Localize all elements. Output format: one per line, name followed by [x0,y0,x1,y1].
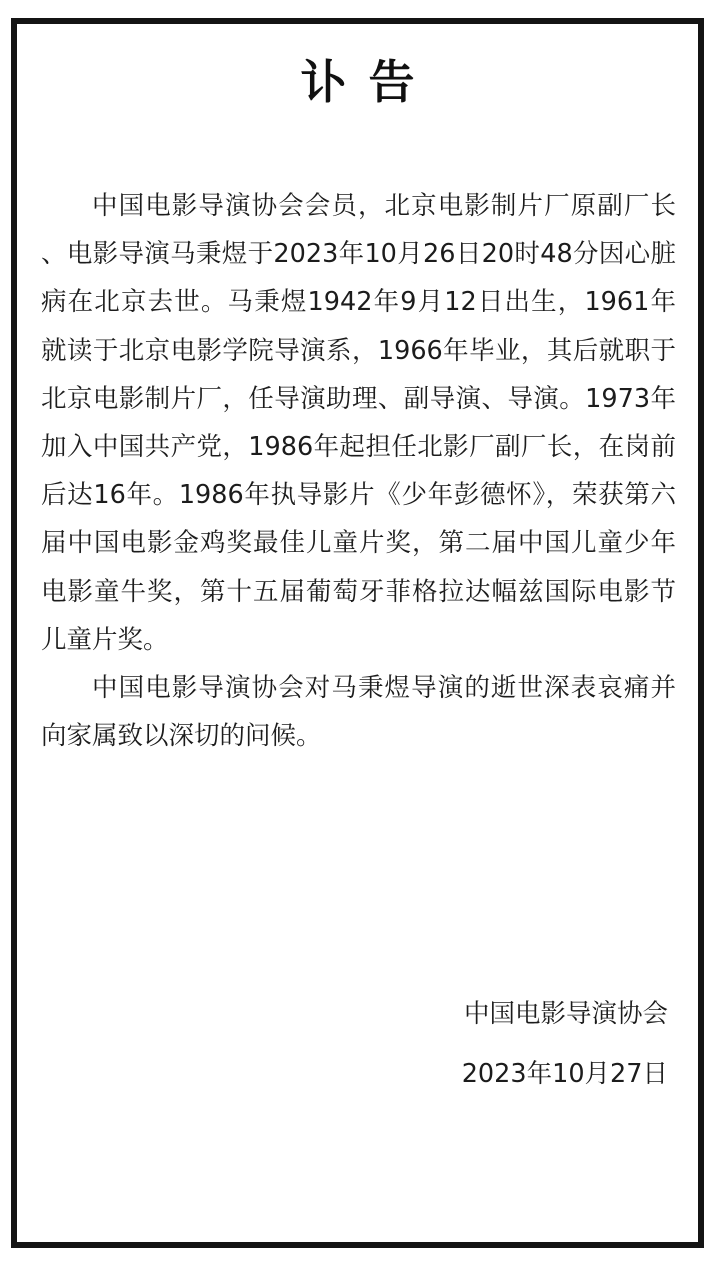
notice-paragraph-2: 中国电影导演协会对马秉煜导演的逝世深表哀痛并向家属致以深切的问候。 [41,673,676,752]
signature-organization: 中国电影导演协会 [463,999,668,1029]
notice-body [41,182,676,760]
signature-date: 2023年10月27日 [461,1059,668,1089]
notice-frame [11,18,704,1248]
notice-paragraph-1: 中国电影导演协会会员，北京电影制片厂原副厂长、电影导演马秉煜于2023年10月26日20时48分因心脏病在北京去世。马秉煜1942年9月12日出生，1961年就读于北京电影学院导演系，1966年毕业，其后就职于北京电影制片厂，任导演助理、副导演、导演。1973年加入中国共产党，1986年起担任北影厂副厂长，在岗前后达16年。1986年执导影片《少年彭德怀》，荣获第六届中国电影金鸡奖最佳儿童片奖，第二届中国儿童少年电影童牛奖，第十五届葡萄牙菲格拉达幅兹国际电影节儿童片奖。 [41,191,676,655]
notice-title: 讣告 [300,55,437,109]
